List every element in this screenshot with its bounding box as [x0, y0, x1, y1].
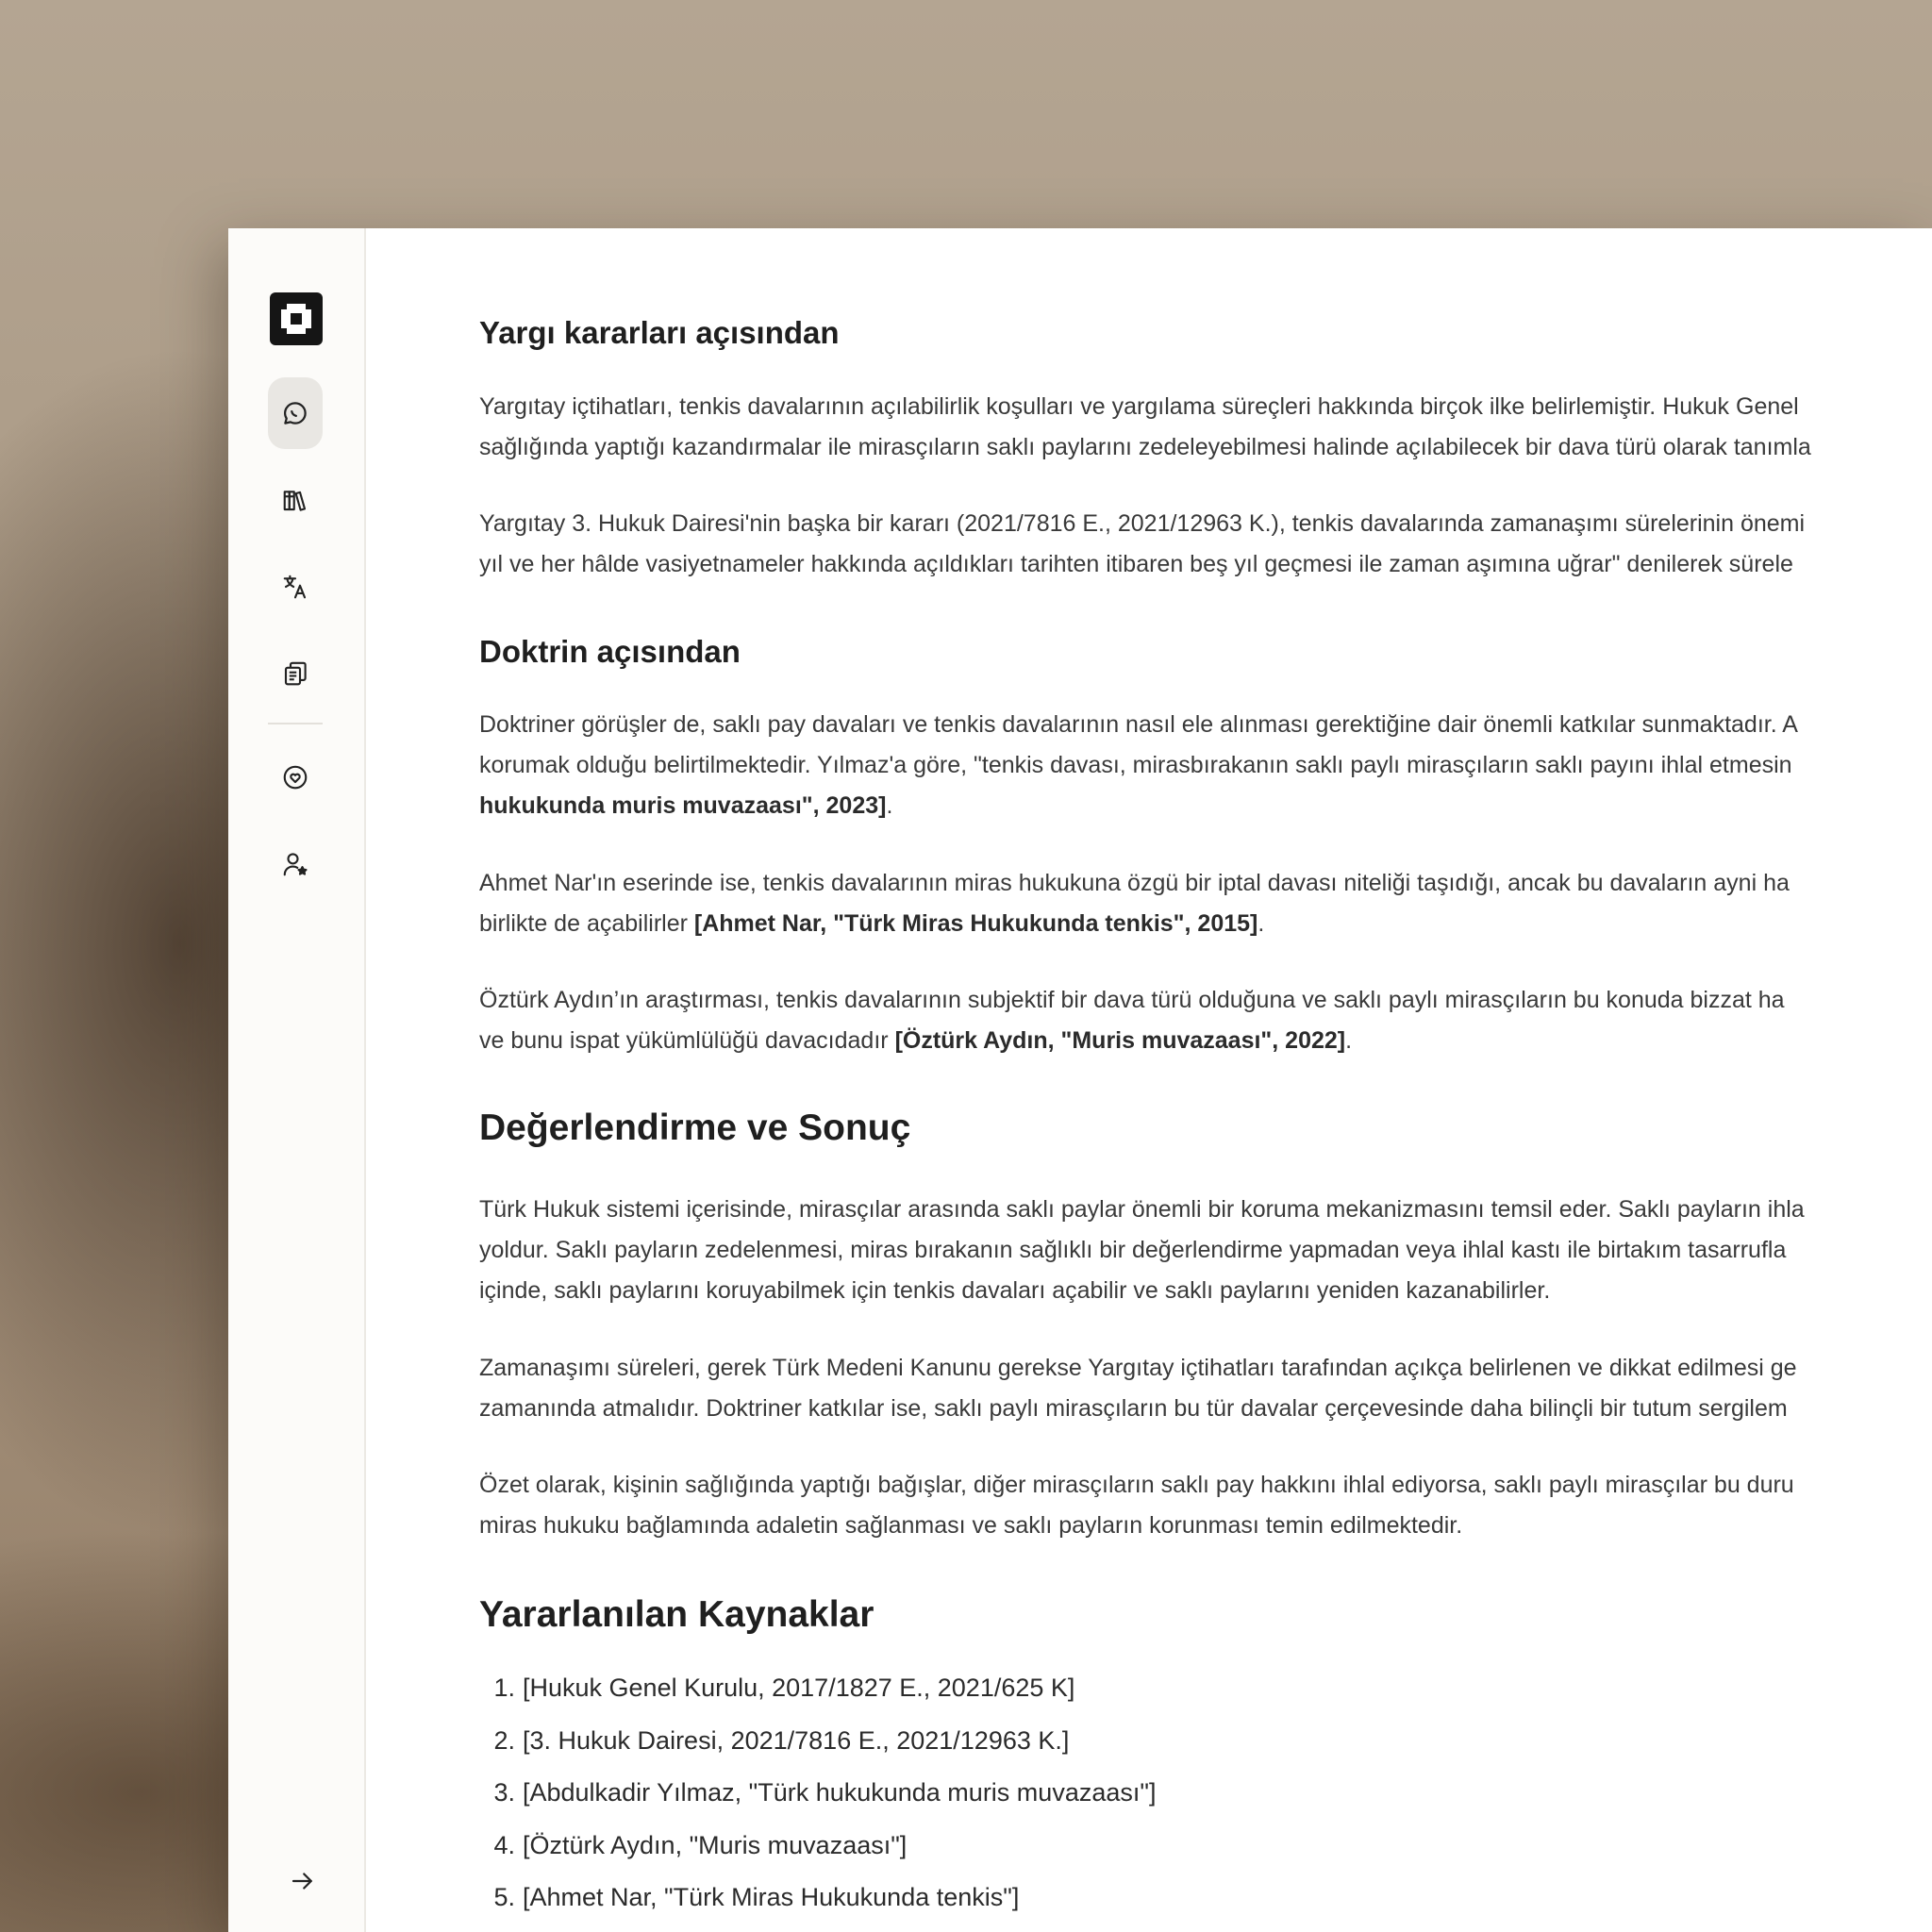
paragraph-sonuc-1 — [479, 1190, 1932, 1311]
app-window — [228, 228, 1932, 1932]
citation: [Ahmet Nar, "Türk Miras Hukukunda tenkis", 2015] — [693, 910, 1258, 937]
list-item — [479, 1872, 1156, 1924]
sidebar-item-chat[interactable] — [268, 377, 323, 449]
sidebar-item-translate[interactable] — [268, 551, 323, 623]
list-number: 5. — [493, 1883, 515, 1911]
list-item — [479, 1662, 1156, 1715]
text-line: sağlığında yaptığı kazandırmalar ile mirasçıların saklı paylarını zedeleyebilmesi halinde açılabilecek bir dava türü olarak tanımla — [479, 434, 1811, 460]
text-line: içinde, saklı paylarını koruyabilmek için tenkis davaları açabilir ve saklı paylarını yeniden kazanabilirler. — [479, 1277, 1551, 1304]
sidebar-item-library[interactable] — [268, 464, 323, 536]
text-line: zamanında atmalıdır. Doktriner katkılar ise, saklı paylı mirasçıların bu tür davalar çerçevesinde daha bilinçli bir tutum sergilem — [479, 1395, 1788, 1422]
chat-icon — [281, 399, 309, 427]
reference-text: [Öztürk Aydın, "Muris muvazaası"] — [523, 1830, 908, 1859]
favorites-icon — [281, 763, 309, 791]
text-pre: ve bunu ispat yükümlülüğü davacıdadır — [479, 1027, 895, 1054]
text-line: Yargıtay 3. Hukuk Dairesi'nin başka bir kararı (2021/7816 E., 2021/12963 K.), tenkis davalarında zamanaşımı sürelerinin önemi — [479, 510, 1806, 537]
paragraph-sonuc-2 — [479, 1348, 1932, 1429]
reference-text: [Abdulkadir Yılmaz, "Türk hukukunda muris muvazaası"] — [523, 1778, 1157, 1807]
text-tail: . — [1257, 910, 1265, 937]
paragraph-doktrin-2 — [479, 863, 1932, 944]
text-tail: . — [1345, 1027, 1353, 1054]
arrow-right-icon — [289, 1867, 317, 1895]
paragraph-yargi-2 — [479, 504, 1932, 585]
paragraph-yargi-1 — [479, 387, 1932, 468]
sidebar-item-favorites[interactable] — [268, 741, 323, 813]
text-pre: birlikte de açabilirler — [479, 910, 694, 937]
text-line: Yargıtay içtihatları, tenkis davalarının açılabilirlik koşulları ve yargılama süreçleri hakkında birçok ilke belirlemiştir. Hukuk Genel — [479, 393, 1799, 420]
heading-sonuc: Değerlendirme ve Sonuç — [479, 1108, 911, 1148]
sidebar-item-documents[interactable] — [268, 638, 323, 709]
list-number: 4. — [493, 1830, 515, 1859]
citation: hukukunda muris muvazaası", 2023] — [479, 792, 887, 819]
list-item — [479, 1767, 1156, 1820]
references-list — [479, 1662, 1156, 1924]
reference-text: [Hukuk Genel Kurulu, 2017/1827 E., 2021/625 K] — [523, 1674, 1075, 1702]
text-tail: . — [886, 792, 893, 819]
paragraph-sonuc-3 — [479, 1465, 1932, 1546]
user-star-icon — [281, 850, 309, 878]
citation: [Öztürk Aydın, "Muris muvazaası", 2022] — [894, 1027, 1346, 1054]
reference-text: [Ahmet Nar, "Türk Miras Hukukunda tenkis"] — [523, 1883, 1020, 1911]
text-line — [479, 786, 1932, 826]
text-line: yoldur. Saklı payların zedelenmesi, miras bırakanın sağlıklı bir değerlendirme yapmadan veya ihlal kastı ile birtakım tasarrufla — [479, 1237, 1787, 1263]
text-line: yıl ve her hâlde vasiyetnameler hakkında açıldıkları tarihten itibaren beş yıl geçmesi ile zaman aşımına uğrar" denilerek sürele — [479, 551, 1793, 577]
text-line: Türk Hukuk sistemi içerisinde, mirasçılar arasında saklı paylar önemli bir koruma mekanizmasını temsil eder. Saklı payların ihla — [479, 1196, 1805, 1223]
text-line: Özet olarak, kişinin sağlığında yaptığı bağışlar, diğer mirasçıların saklı pay hakkını ihlal ediyorsa, saklı paylı mirasçılar bu duru — [479, 1472, 1794, 1498]
app-logo-icon[interactable] — [270, 292, 323, 345]
text-line: Doktriner görüşler de, saklı pay davaları ve tenkis davalarının nasıl ele alınması gerektiğine dair önemli katkılar sunmaktadır. A — [479, 711, 1798, 738]
collapse-sidebar-button[interactable] — [275, 1845, 330, 1917]
list-number: 1. — [493, 1674, 515, 1702]
heading-yargi: Yargı kararları açısından — [479, 315, 840, 350]
text-line: miras hukuku bağlamında adaletin sağlanması ve saklı payların korunması temin edilmektedir. — [479, 1512, 1463, 1539]
sidebar — [228, 228, 366, 1932]
sidebar-item-profile[interactable] — [268, 828, 323, 900]
list-item — [479, 1715, 1156, 1768]
text-line: Ahmet Nar'ın eserinde ise, tenkis davalarının miras hukukuna özgü bir iptal davası niteliği taşıdığı, ancak bu davaların ayni ha — [479, 870, 1790, 896]
list-number: 2. — [493, 1725, 515, 1755]
sidebar-divider — [268, 723, 323, 724]
paragraph-doktrin-1 — [479, 705, 1932, 826]
documents-icon — [281, 659, 309, 688]
text-line: Öztürk Aydın’ın araştırması, tenkis davalarının subjektif bir dava türü olduğuna ve saklı paylı mirasçıların bu konuda bizzat ha — [479, 987, 1785, 1013]
translate-icon — [281, 573, 309, 601]
heading-kaynaklar: Yararlanılan Kaynaklar — [479, 1594, 874, 1635]
list-item — [479, 1820, 1156, 1873]
text-line: Zamanaşımı süreleri, gerek Türk Medeni Kanunu gerekse Yargıtay içtihatları tarafından açıkça belirlenen ve dikkat edilmesi ge — [479, 1355, 1797, 1381]
paragraph-doktrin-3 — [479, 980, 1932, 1061]
library-icon — [281, 486, 309, 514]
heading-doktrin: Doktrin açısından — [479, 634, 741, 669]
reference-text: [3. Hukuk Dairesi, 2021/7816 E., 2021/12963 K.] — [523, 1725, 1070, 1755]
text-line: korumak olduğu belirtilmektedir. Yılmaz'a göre, "tenkis davası, mirasbırakanın saklı paylı mirasçıların saklı payını ihlal etmesin — [479, 752, 1792, 778]
list-number: 3. — [493, 1778, 515, 1807]
text-line — [479, 904, 1932, 944]
text-line — [479, 1021, 1932, 1061]
